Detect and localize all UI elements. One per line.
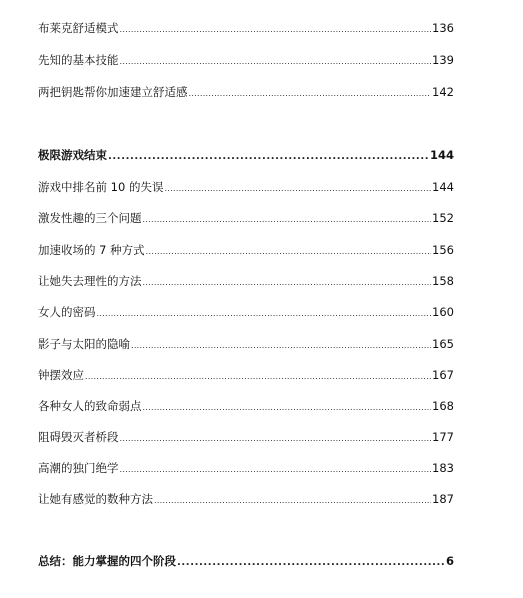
toc-entry-title: 各种女人的致命弱点 (38, 399, 142, 413)
toc-entry-title: 极限游戏结束 (38, 148, 107, 162)
toc-entry-title: 先知的基本技能 (38, 53, 119, 67)
toc-entry (38, 460, 454, 476)
toc-dot-leader (131, 338, 431, 354)
toc-entry-page: 160 (432, 305, 454, 319)
toc-dot-leader (146, 244, 431, 260)
toc-entry-title: 阻碍毁灭者桥段 (38, 430, 119, 444)
toc-entry-page: 144 (432, 180, 454, 194)
toc-entry-page: 6 (445, 554, 454, 568)
toc-entry-title: 总结：能力掌握的四个阶段 (38, 554, 176, 568)
toc-entry-page: 167 (432, 368, 454, 382)
toc-dot-leader (120, 54, 432, 70)
toc-entry-page: 165 (432, 337, 454, 351)
toc-dot-leader (143, 400, 432, 416)
toc-entry-title: 两把钥匙帮你加速建立舒适感 (38, 85, 188, 99)
toc-entry-page: 144 (429, 148, 454, 162)
toc-dot-leader (85, 369, 431, 385)
toc-dot-leader (143, 275, 432, 291)
toc-entry-page: 177 (432, 430, 454, 444)
toc-entry (38, 179, 454, 195)
toc-chapter-heading (38, 147, 454, 163)
toc-entry-title: 让她失去理性的方法 (38, 274, 142, 288)
toc-entry (38, 429, 454, 445)
toc-entry-page: 187 (432, 492, 454, 506)
toc-dot-leader (108, 149, 429, 165)
toc-entry (38, 242, 454, 258)
toc-entry-title: 女人的密码 (38, 305, 96, 319)
toc-entry (38, 20, 454, 36)
toc-dot-leader (120, 462, 432, 478)
toc-entry (38, 84, 454, 100)
toc-entry (38, 304, 454, 320)
toc-entry (38, 273, 454, 289)
toc-dot-leader (154, 493, 431, 509)
toc-entry-page: 158 (432, 274, 454, 288)
toc-entry-page: 152 (432, 211, 454, 225)
toc-entry-title: 游戏中排名前 10 的失误 (38, 180, 164, 194)
toc-entry (38, 491, 454, 507)
toc-entry-title: 影子与太阳的隐喻 (38, 337, 130, 351)
toc-dot-leader (120, 22, 432, 38)
toc-entry-page: 136 (432, 21, 454, 35)
toc-entry-page: 183 (432, 461, 454, 475)
toc-dot-leader (164, 181, 431, 197)
toc-entry-title: 加速收场的 7 种方式 (38, 243, 145, 257)
toc-entry (38, 52, 454, 68)
toc-entry-page: 139 (432, 53, 454, 67)
toc-dot-leader (143, 212, 432, 228)
toc-dot-leader (120, 431, 432, 447)
toc-entry-title: 激发性趣的三个问题 (38, 211, 142, 225)
toc-entry-page: 142 (432, 85, 454, 99)
toc-entry-title: 布莱克舒适模式 (38, 21, 119, 35)
toc-entry (38, 367, 454, 383)
toc-entry (38, 336, 454, 352)
toc-dot-leader (97, 306, 432, 322)
toc-entry-title: 钟摆效应 (38, 368, 84, 382)
toc-entry-title: 让她有感觉的数种方法 (38, 492, 153, 506)
toc-dot-leader (177, 555, 445, 571)
toc-entry (38, 210, 454, 226)
toc-entry (38, 398, 454, 414)
toc-entry-page: 156 (432, 243, 454, 257)
toc-entry-page: 168 (432, 399, 454, 413)
toc-entry-title: 高潮的独门绝学 (38, 461, 119, 475)
toc-dot-leader (189, 86, 432, 102)
toc-chapter-heading (38, 553, 454, 569)
